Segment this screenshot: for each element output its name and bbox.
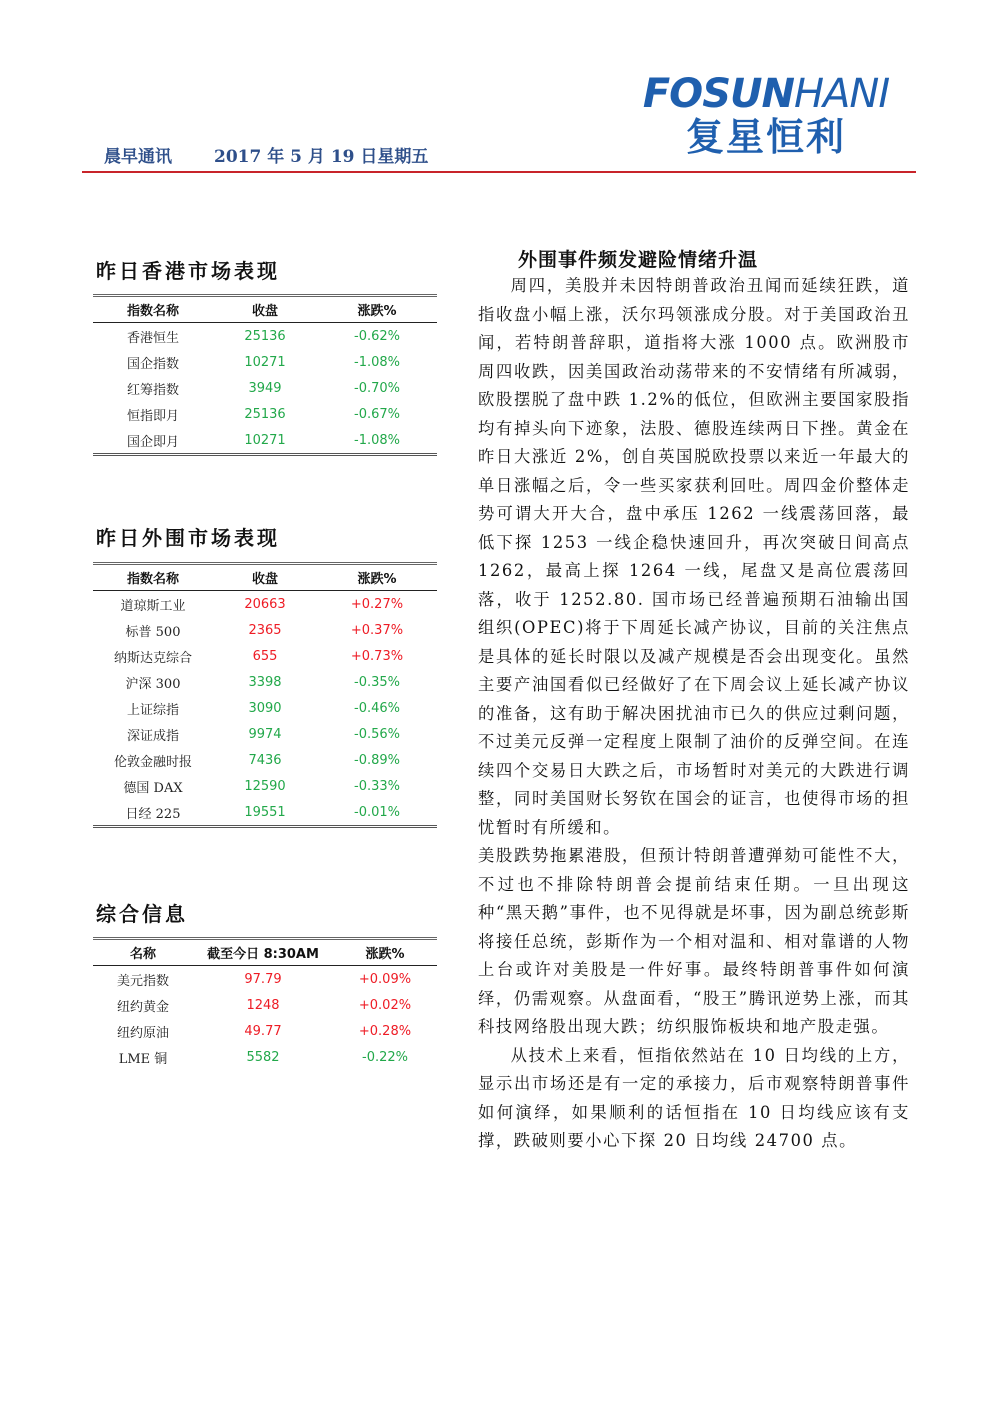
report-date: 2017 年 5 月 19 日星期五 [214, 147, 429, 167]
table-row: 上证综指 3090 -0.46% [126, 700, 400, 718]
table-row: 红筹指数 3949 -0.70% [126, 380, 400, 398]
col-header-close: 截至今日 8:30AM [207, 947, 319, 962]
article-paragraph: 从技术上来看，恒指依然站在 10 日均线的上方，显示出市场还是有一定的承接力，后市观察特朗普事件如何演绎，如果顺利的话恒指在 10 日均线应该有支撑，跌破则要小心下探 20 日均线 24700 点。 [478, 1045, 910, 1150]
report-header [104, 142, 470, 167]
table-row: 美元指数 97.79 +0.09% [116, 971, 412, 989]
misc-info-table [93, 937, 437, 1070]
publication-name: 晨早通讯 [104, 147, 172, 167]
global-market-title: 昨日外围市场表现 [96, 526, 280, 550]
col-header-change: 涨跌% [365, 947, 405, 962]
col-header-change: 涨跌% [357, 572, 397, 587]
article-paragraph: 周四，美股并未因特朗普政治丑闻而延续狂跌，道指收盘小幅上涨，沃尔玛领涨成分股。对于美国政治丑闻，若特朗普辞职，道指将大涨 1000 点。欧洲股市周四收跌，因美国政治动荡带来的不安情绪有所减弱，欧股摆脱了盘中跌 1.2%的低位，但欧洲主要国家股指均有掉头向下迹象，法股、德股连续两日下挫。黄金在昨日大涨近 2%，创自英国脱欧投票以来近一年最大的单日涨幅之后，令一些买家获利回吐。周四金价整体走势可谓大开大合，盘中承压 1262 一线震荡回落，最低下探 1253 一线企稳快速回升，再次突破日间高点 1262，最高上探 1264 一线，尾盘又是高位震荡回落，收于 1252.80. 国市场已经普遍预期石油输出国组织(OPEC)将于下周延长减产协议，目前的关注焦点是具体的延长时限以及减产规模是否会出现变化。虽然主要产油国看似已经做好了在下周会议上延长减产协议的准备，这有助于解决困扰油市已久的供应过剩问题，不过美元反弹一定程度上限制了油价的反弹空间。在连续四个交易日大跌之后，市场暂时对美元的大跌进行调整，同时美国财长努钦在国会的证言，也使得市场的担忧暂时有所缓和。 [478, 276, 910, 837]
logo-chinese: 复星恒利 [685, 115, 846, 159]
table-row: 日经 225 19551 -0.01% [93, 799, 437, 827]
table-row: 纳斯达克综合 655 +0.73% [113, 648, 404, 666]
col-header-close: 收盘 [251, 572, 278, 587]
article-paragraph: 美股跌势拖累港股，但预计特朗普遭弹劾可能性不大，不过也不排除特朗普会提前结束任期。一旦出现这种“黑天鹅”事件，也不见得就是坏事，因为副总统彭斯将接任总统，彭斯作为一个相对温和、相对靠谱的人物上台或许对美股是一件好事。最终特朗普事件如何演绎，仍需观察。从盘面看，“股王”腾讯逆势上涨，而其科技网络股出现大跌；纺织服饰板块和地产股走强。 [478, 846, 910, 1036]
table-row: 国企即月 10271 -1.08% [93, 427, 437, 455]
table-header-row [93, 296, 437, 323]
table-row: LME 铜 5582 -0.22% [118, 1049, 408, 1067]
header-divider [82, 171, 916, 173]
table-row: 标普 500 2365 +0.37% [125, 622, 404, 640]
table-row: 国企指数 10271 -1.08% [126, 354, 400, 372]
col-header-name: 指数名称 [126, 572, 179, 587]
table-row: 恒指即月 25136 -0.67% [126, 406, 400, 424]
table-row: 纽约原油 49.77 +0.28% [116, 1023, 412, 1041]
table-row: 沪深 300 3398 -0.35% [125, 674, 400, 692]
table-row: 道琼斯工业 20663 +0.27% [120, 596, 404, 614]
col-header-change: 涨跌% [357, 304, 397, 319]
logo-english: FOSUNHANI [642, 71, 890, 117]
article-title: 外围事件频发避险情绪升温 [518, 249, 759, 271]
col-header-close: 收盘 [251, 304, 278, 319]
table-row: 深证成指 9974 -0.56% [126, 726, 400, 744]
col-header-name: 指数名称 [126, 304, 179, 319]
col-header-name: 名称 [129, 947, 156, 962]
table-header-row [93, 564, 437, 591]
misc-info-title: 综合信息 [96, 902, 188, 926]
table-row: 香港恒生 25136 -0.62% [126, 328, 400, 346]
table-row: 伦敦金融时报 7436 -0.89% [113, 752, 400, 770]
article-body [478, 272, 910, 1156]
hk-market-table [93, 294, 437, 456]
table-row: 纽约黄金 1248 +0.02% [116, 997, 412, 1015]
hk-market-title: 昨日香港市场表现 [96, 259, 280, 283]
global-market-table [93, 562, 437, 828]
company-logo [620, 72, 912, 158]
table-row: 德国 DAX 12590 -0.33% [123, 778, 400, 796]
table-header-row [93, 939, 437, 966]
